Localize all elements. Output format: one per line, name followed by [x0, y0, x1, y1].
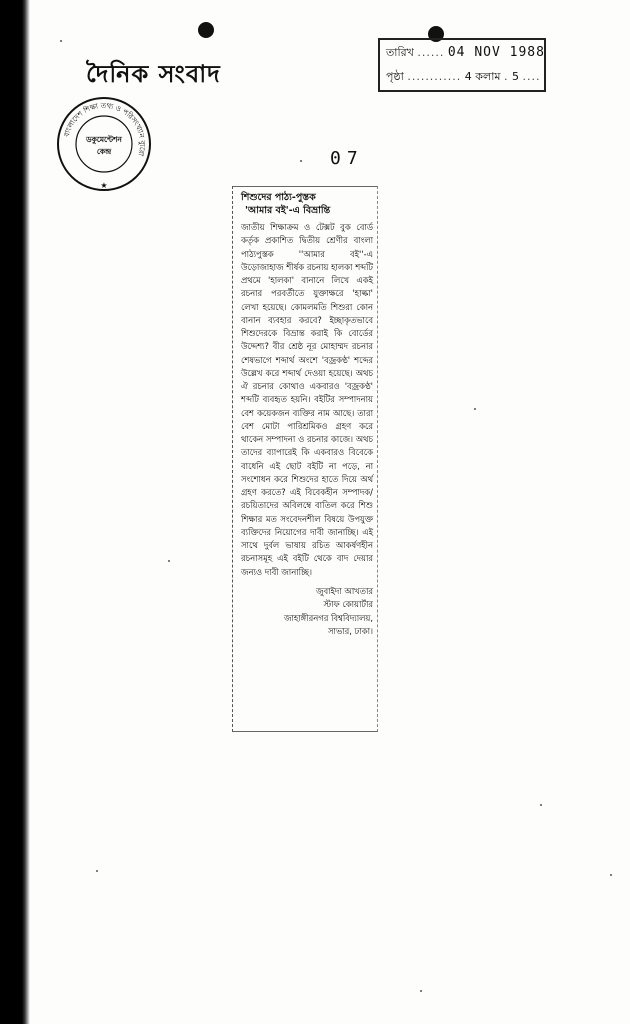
scan-shadow-edge — [0, 0, 30, 1024]
newspaper-clipping — [232, 186, 378, 732]
scan-speck — [60, 40, 62, 42]
clipping-signature — [241, 585, 373, 639]
stamp-date-value: 04 NOV 1988 — [447, 45, 545, 60]
newspaper-masthead: দৈনিক সংবাদ — [86, 59, 221, 88]
clipping-body: জাতীয় শিক্ষাক্রম ও টেক্সট বুক বোর্ড কর্তৃক প্রকাশিত দ্বিতীয় শ্রেণীর বাংলা পাঠ্যপুস্তক ''আমার বই''-এ উড়োজাহাজ শীর্ষক রচনায় হালকা শব্দটি প্রথমে 'হালকা' বানানে লিখে একই রচনার পরবর্তীতে যুক্তাক্ষরে 'হাল্কা' লেখা হয়েছে। কোমলমতি শিশুরা কোন বানান ব্যবহার করবে? ইচ্ছাকৃতভাবে শিশুদেরকে বিভ্রান্ত করাই কি বোর্ডের উদ্দেশ্য? বীর শ্রেষ্ঠ নূর মোহাম্মদ রচনার শেষভাগে শব্দার্থ অংশে 'বজ্রকণ্ঠ' শব্দের উল্লেখ করে শব্দার্থ দেওয়া হয়েছে। অথচ ঐ রচনার কোথাও একবারও 'বজ্রকণ্ঠ' শব্দটি ব্যবহৃত হয়নি। বইটির সম্পাদনায় বেশ কয়েকজন ব্যক্তির নাম আছে। তারা বেশ মোটা পারিশ্রমিকও গ্রহণ করে থাকেন সম্পাদনা ও রচনার কাজে। অথচ তাদের ব্যাপারেই কি একবারও বিবেকে বাধেনি এই ছোট বইটি না পড়ে, না সংশোধন করে শিশুদের হাতে দিয়ে অর্থ গ্রহণ করতে? এই বিবেকহীন সম্পাদক/রচয়িতাদের অবিলম্বে বাতিল করে শিশু শিক্ষার মত সংবেদনশীল বিষয়ে উপযুক্ত ব্যক্তিদের নিয়োগের দাবী জানাচ্ছি। এই সাথে দুর্বল ভাষায় রচিত আকর্ষণহীন রচনাসমূহ এই বইটি থেকে বাদ দেয়ার জন্যও দাবী জানাচ্ছি। — [241, 222, 373, 577]
page-number: 07 — [330, 148, 364, 169]
author-institution: জাহাঙ্গীরনগর বিশ্ববিদ্যালয়, — [283, 612, 373, 623]
seal-ring-text: বাংলাদেশ শিক্ষা তথ্য ও পরিসংখ্যান ব্যুরো — [61, 100, 148, 157]
author-place: সাভার, ঢাকা। — [327, 626, 373, 637]
scan-speck — [300, 160, 302, 162]
documentation-center-seal — [56, 96, 152, 192]
stamp-date-label: তারিখ — [386, 46, 414, 59]
seal-center-line2: কেন্দ্র — [96, 147, 112, 156]
clipping-subtitle: 'আমার বই'-এ বিভ্রান্তি — [245, 205, 331, 216]
seal-center-line1: ডকুমেন্টেশন — [86, 135, 122, 144]
date-page-stamp: তারিখ ...... 04 NOV 1988 পৃষ্ঠা ............ 4 কলাম . 5 .... — [378, 38, 546, 92]
stamp-column-label: কলাম — [475, 70, 501, 83]
author-name: জুবাইদা আখতার — [315, 585, 373, 596]
scan-speck — [168, 560, 170, 562]
scan-speck — [474, 408, 476, 410]
scan-speck — [540, 804, 542, 806]
seal-star-icon: ★ — [100, 181, 108, 190]
punch-hole — [198, 22, 214, 38]
scan-speck — [96, 870, 98, 872]
stamp-column-value: 5 — [512, 70, 519, 83]
scan-speck — [610, 874, 612, 876]
stamp-page-value: 4 — [464, 70, 472, 83]
scan-speck — [420, 990, 422, 992]
author-title: স্টাফ কোয়ার্টার — [323, 599, 373, 610]
stamp-page-label: পৃষ্ঠা — [386, 70, 404, 83]
clipping-title: শিশুদের পাঠ্য-পুস্তক — [241, 192, 316, 203]
